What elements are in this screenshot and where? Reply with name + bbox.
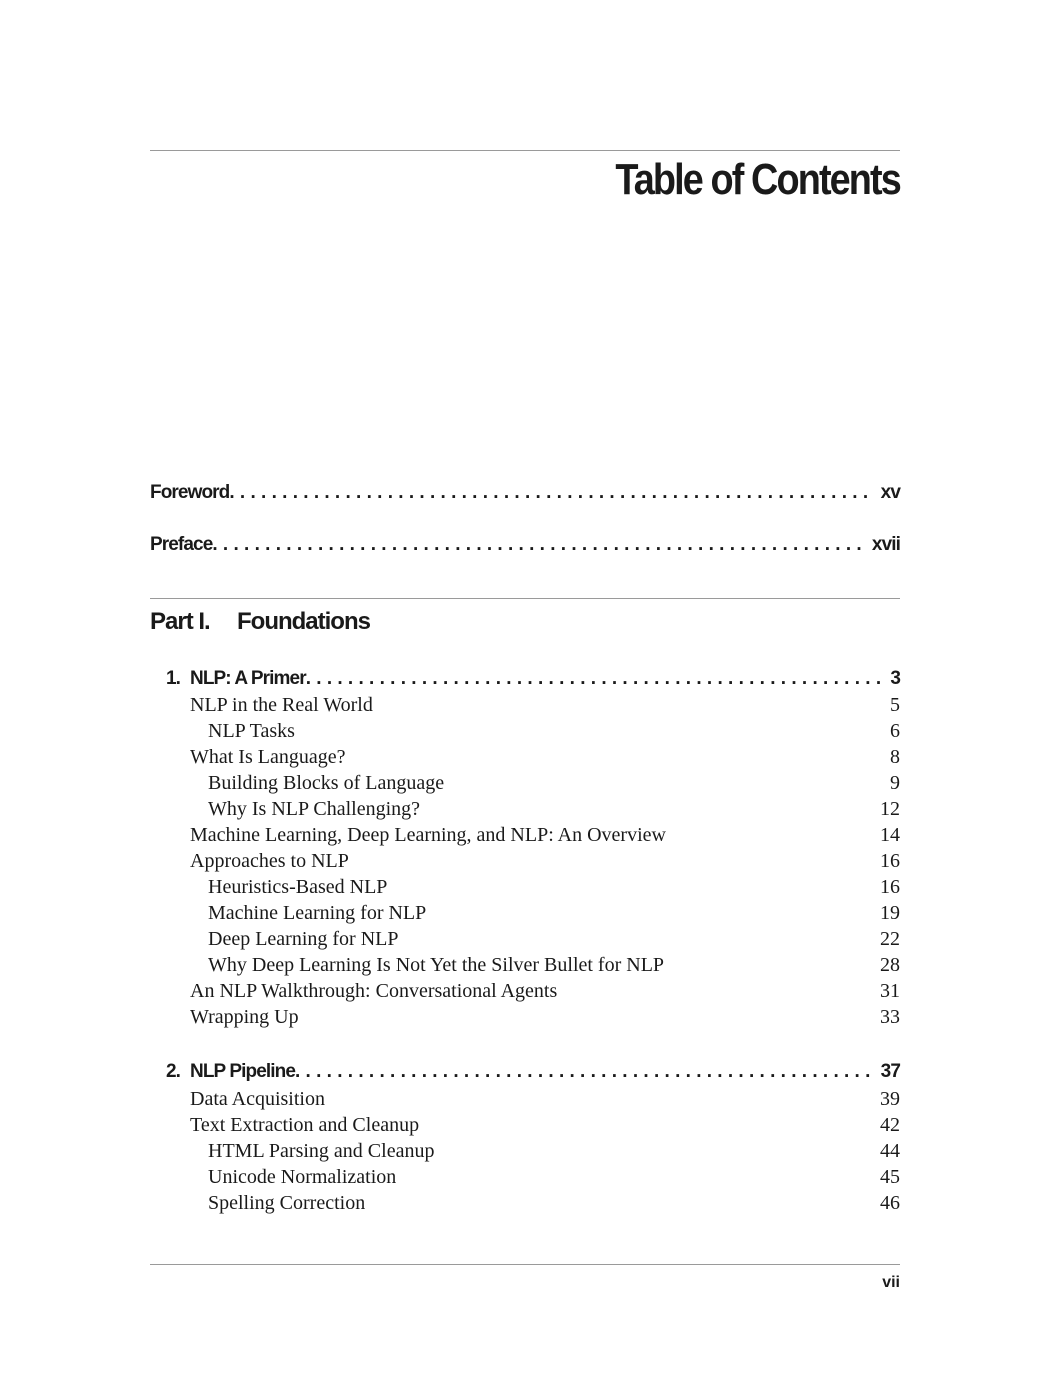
- toc-entry-preface[interactable]: [150, 532, 900, 558]
- section-title: Text Extraction and Cleanup: [190, 1114, 420, 1136]
- entry-page: xv: [880, 482, 900, 503]
- toc-section[interactable]: [190, 744, 900, 770]
- dot-leader: [295, 1059, 873, 1085]
- toc-subsection[interactable]: [208, 1164, 900, 1190]
- section-title: HTML Parsing and Cleanup: [208, 1140, 435, 1162]
- section-title: Machine Learning, Deep Learning, and NLP: An Overview: [190, 824, 666, 846]
- chapter-number: 2.: [165, 1061, 180, 1082]
- section-page: 22: [880, 928, 900, 950]
- part-heading: [150, 606, 370, 638]
- toc-section[interactable]: [190, 822, 900, 848]
- toc-section[interactable]: [190, 848, 900, 874]
- section-page: 9: [890, 772, 900, 794]
- toc-subsection[interactable]: [208, 1190, 900, 1216]
- toc-chapter-2[interactable]: [150, 1059, 900, 1085]
- toc-subsection[interactable]: [208, 1138, 900, 1164]
- section-page: 6: [890, 720, 900, 742]
- entry-title: Foreword: [150, 482, 230, 503]
- chapter-title: NLP Pipeline: [190, 1061, 295, 1082]
- toc-entry-foreword[interactable]: [150, 480, 900, 506]
- entry-title: Preface: [150, 534, 213, 555]
- toc-chapter-1[interactable]: [150, 666, 900, 692]
- chapter-title: NLP: A Primer: [190, 668, 306, 689]
- page-title: Table of Contents: [615, 155, 900, 204]
- section-title: Building Blocks of Language: [208, 772, 445, 794]
- section-title: Deep Learning for NLP: [208, 928, 399, 950]
- section-title: Approaches to NLP: [190, 850, 349, 872]
- part-label: Part I.: [150, 608, 210, 635]
- footer-rule: [150, 1264, 900, 1265]
- section-title: NLP in the Real World: [190, 694, 373, 716]
- part-rule: [150, 598, 900, 599]
- section-page: 39: [880, 1088, 900, 1110]
- chapter-page: 37: [880, 1061, 900, 1082]
- dot-leader: [306, 666, 883, 692]
- section-page: 14: [880, 824, 900, 846]
- toc-section[interactable]: [190, 978, 900, 1004]
- section-page: 45: [880, 1166, 900, 1188]
- page-number: vii: [882, 1274, 900, 1291]
- section-page: 28: [880, 954, 900, 976]
- section-title: NLP Tasks: [208, 720, 295, 742]
- section-title: What Is Language?: [190, 746, 346, 768]
- section-page: 16: [880, 876, 900, 898]
- chapter-number: 1.: [165, 668, 180, 689]
- dot-leader: [212, 532, 864, 558]
- section-page: 16: [880, 850, 900, 872]
- section-page: 44: [880, 1140, 900, 1162]
- toc-subsection[interactable]: [208, 718, 900, 744]
- toc-section[interactable]: [190, 1004, 900, 1030]
- toc-subsection[interactable]: [208, 770, 900, 796]
- toc-section[interactable]: [190, 1086, 900, 1112]
- section-page: 31: [880, 980, 900, 1002]
- toc-subsection[interactable]: [208, 874, 900, 900]
- toc-subsection[interactable]: [208, 926, 900, 952]
- toc-subsection[interactable]: [208, 900, 900, 926]
- section-title: Spelling Correction: [208, 1192, 366, 1214]
- section-title: Data Acquisition: [190, 1088, 325, 1110]
- section-title: Unicode Normalization: [208, 1166, 397, 1188]
- toc-section[interactable]: [190, 1112, 900, 1138]
- section-title: Machine Learning for NLP: [208, 902, 427, 924]
- section-page: 42: [880, 1114, 900, 1136]
- section-title: Why Is NLP Challenging?: [208, 798, 421, 820]
- toc-section[interactable]: [190, 692, 900, 718]
- chapter-page: 3: [890, 668, 900, 689]
- toc-subsection[interactable]: [208, 796, 900, 822]
- section-page: 33: [880, 1006, 900, 1028]
- section-page: 8: [890, 746, 900, 768]
- section-title: Why Deep Learning Is Not Yet the Silver Bullet for NLP: [208, 954, 665, 976]
- section-page: 46: [880, 1192, 900, 1214]
- part-title: Foundations: [237, 608, 370, 635]
- toc-subsection[interactable]: [208, 952, 900, 978]
- section-title: Wrapping Up: [190, 1006, 299, 1028]
- section-page: 12: [880, 798, 900, 820]
- section-page: 5: [890, 694, 900, 716]
- section-title: Heuristics-Based NLP: [208, 876, 388, 898]
- entry-page: xvii: [871, 534, 900, 555]
- dot-leader: [229, 480, 872, 506]
- section-page: 19: [880, 902, 900, 924]
- section-title: An NLP Walkthrough: Conversational Agents: [190, 980, 558, 1002]
